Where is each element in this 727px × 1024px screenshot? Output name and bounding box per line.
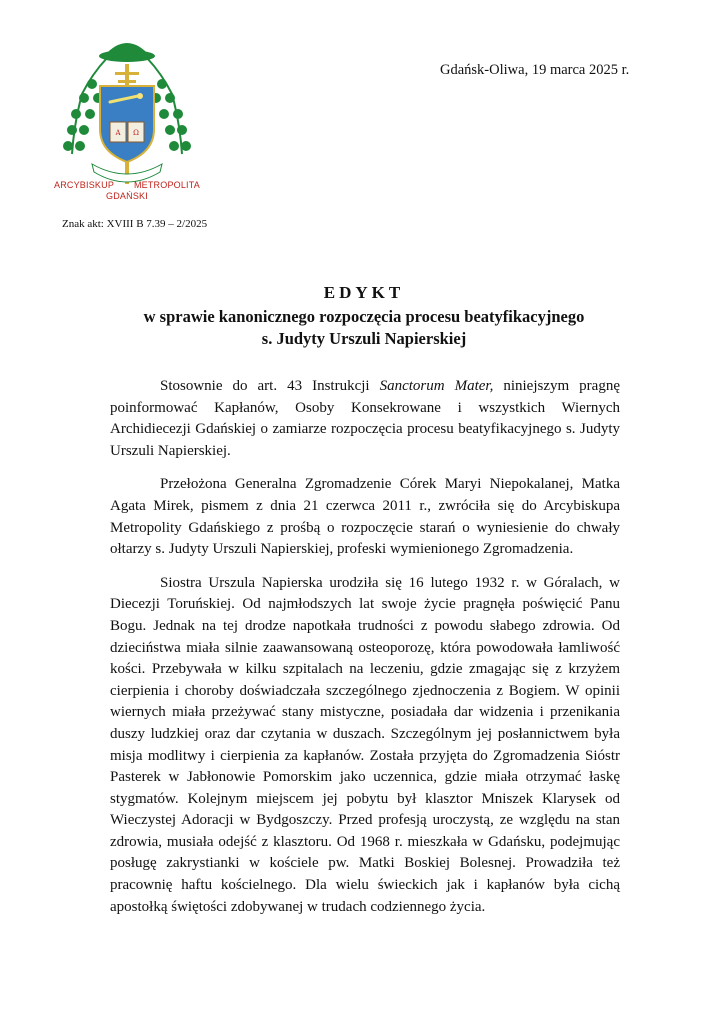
place-date: Gdańsk-Oliwa, 19 marca 2025 r.: [440, 62, 630, 78]
svg-text:Ω: Ω: [133, 129, 139, 137]
document-title: [60, 283, 668, 349]
title-subject: w sprawie kanonicznego rozpoczęcia procesu beatyfikacyjnego: [143, 307, 585, 326]
document-body: [110, 376, 620, 930]
p1-italic-title: Sanctorum Mater,: [379, 378, 494, 394]
paragraph-3: Siostra Urszula Napierska urodziła się 16 lutego 1932 r. w Góralach, w Diecezji Toruńskiej. Od najmłodszych lat swoje życie pragnęła poświęcić Panu Bogu. Jednak na tej drodze napotkała trudności z powodu słabego zdrowia. Od dzieciństwa miała silnie zaawansowaną osteoporozę, która powodowała łamliwość kości. Przebywała w kilku szpitalach na leczeniu, gdzie zmagając się z krzyżem cierpienia i choroby doświadczała szczególnego zjednoczenia z Bogiem. W opinii wiernych miała przeżywać stany mistyczne, posiadała dar widzenia i przenikania duszy ludzkiej oraz dar czytania w duszach. Szczególnym jej posłannictwem była misja modlitwy i cierpienia za kapłanów. Została przyjęta do Zgromadzenia Sióstr Pasterek w Jabłonowie Pomorskim jako uczennica, gdzie miała otrzymać łaskę stygmatów. Kolejnym miejscem jej pobytu był klasztor Mniszek Klarysek od Wieczystej Adoracji w Bydgoszczy. Przed profesją uroczystą, ze względu na stan zdrowia, musiała odejść z klasztoru. Od 1968 r. mieszkała w Gdańsku, podejmując posługę zakrystianki w kościele pw. Matki Boskiej Bolesnej. Prowadziła też pracownię haftu kościelnego. Dla wielu świeckich jak i kapłanów była cichą apostołką świętości zdobywanej w trudach codziennego życia.: [110, 574, 620, 915]
svg-text:A: A: [115, 129, 121, 137]
p1-text-cont: niniejszym pragnę poinformować Kapłanów, Osoby Konsekrowane i wszystkich Wiernych Archidiecezji Gdańskiej o zamiarze rozpoczęcia procesu beatyfikacyjnego s. Judyty Urszuli Napierskiej.: [110, 378, 620, 459]
title-person: s. Judyty Urszuli Napierskiej: [261, 329, 467, 348]
title-edykt: EDYKT: [323, 283, 405, 302]
crest-caption: [52, 180, 202, 201]
p1-text: Stosownie do art. 43 Instrukcji: [160, 378, 380, 394]
paragraph-1: [110, 376, 620, 462]
paragraph-2: Przełożona Generalna Zgromadzenie Córek Maryi Niepokalanej, Matka Agata Mirek, pismem z dnia 21 czerwca 2011 r., zwróciła się do Arcybiskupa Metropolity Gdańskiego z prośbą o rozpoczęcie starań o wyniesienie do chwały ołtarzy s. Judyty Urszuli Napierskiej, profeski wymienionego Zgromadzenia.: [110, 476, 620, 558]
crest-label-bottom: GDAŃSKI: [106, 191, 148, 201]
crest-label-right: METROPOLITA: [133, 180, 200, 190]
crest-label-left: ARCYBISKUP: [54, 180, 115, 190]
reference-number: Znak akt: XVIII B 7.39 – 2/2025: [62, 218, 208, 230]
